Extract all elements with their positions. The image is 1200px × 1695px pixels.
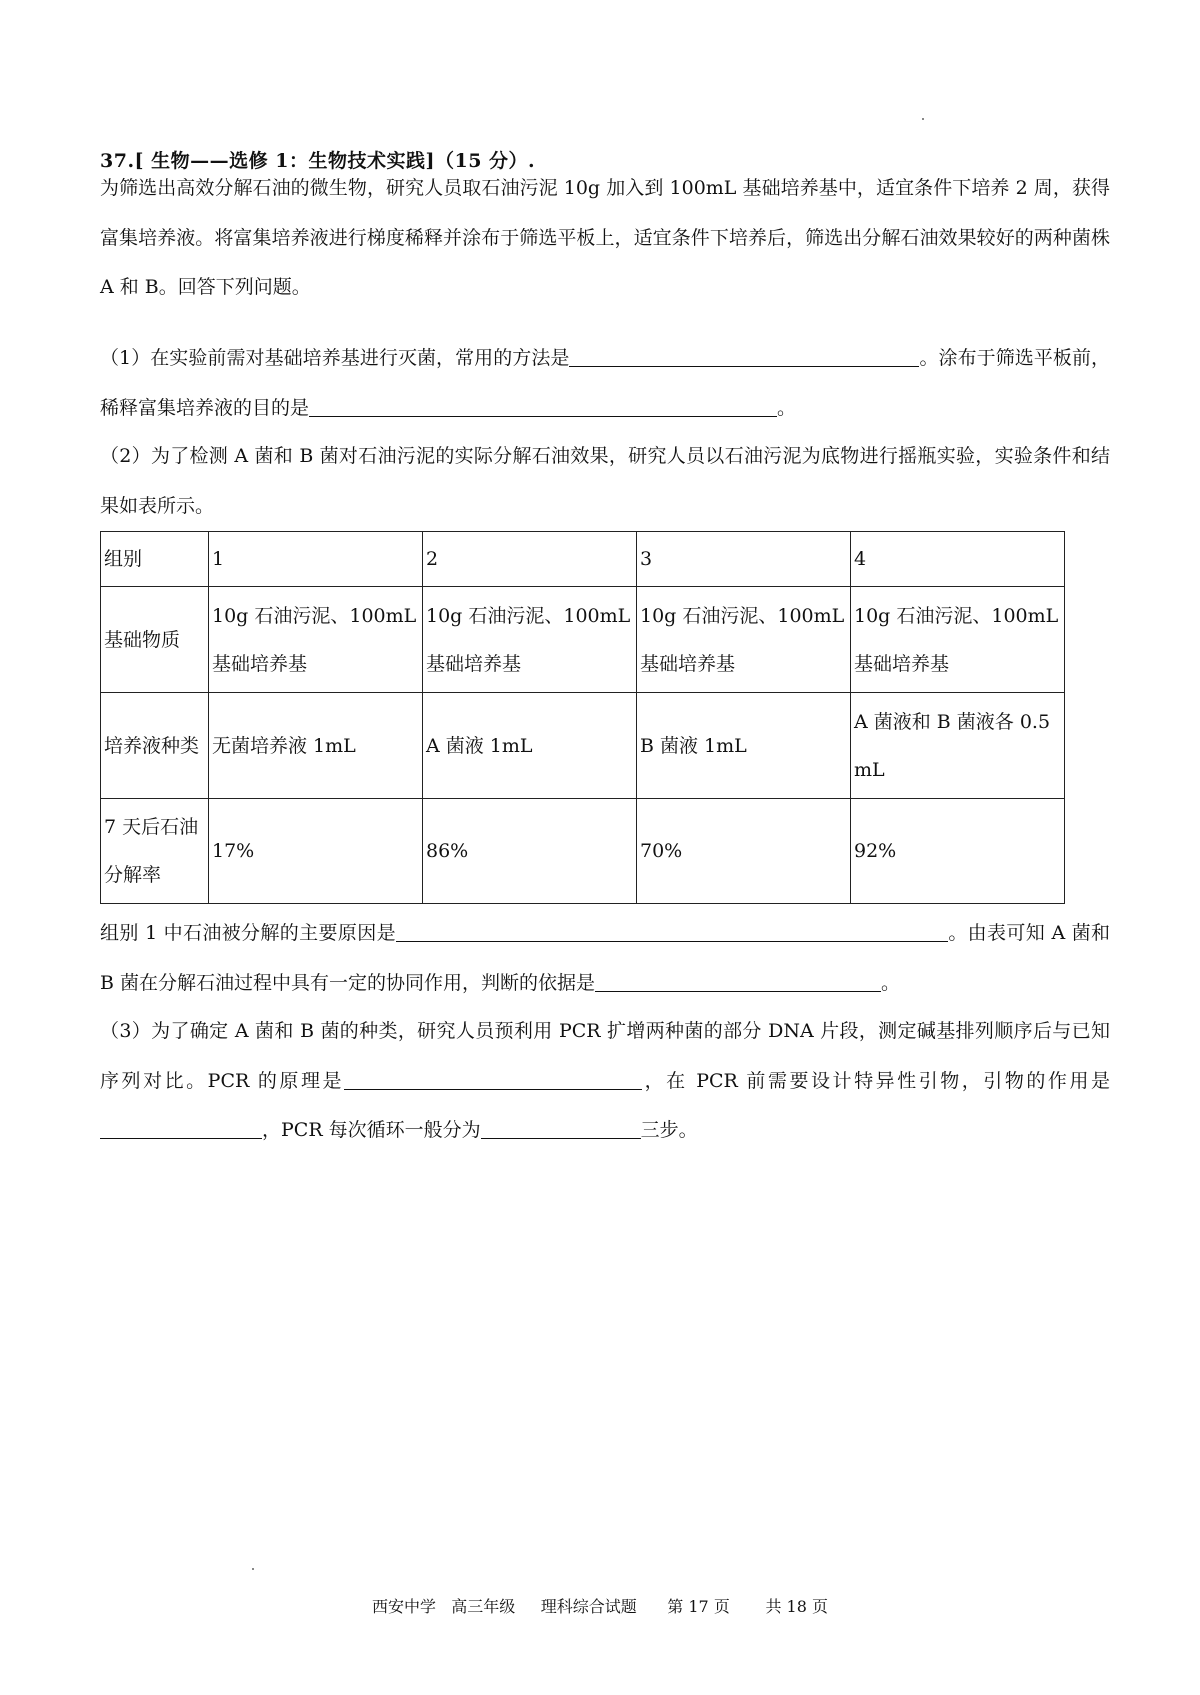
answer-blank-pcr-principle[interactable] [344, 1067, 642, 1090]
table-cell: 10g 石油污泥、100mL 基础培养基 [423, 587, 637, 693]
table-cell: 17% [209, 799, 423, 904]
page-footer [0, 1594, 1200, 1617]
table-cell: 7 天后石油分解率 [101, 799, 209, 904]
table-cell: 10g 石油污泥、100mL 基础培养基 [209, 587, 423, 693]
experiment-table [100, 531, 1065, 904]
table-cell: 2 [423, 532, 637, 587]
after-text-b: 。由表可知 A 菌和 B 菌在分解石油过程中具有一定的协同作用，判断的依据是 [100, 922, 1110, 994]
scan-speck [252, 1568, 254, 1570]
q1-text-a: （1）在实验前需对基础培养基进行灭菌，常用的方法是 [100, 347, 570, 369]
answer-blank-group1-reason[interactable] [396, 919, 948, 942]
table-row [101, 799, 1065, 904]
q1-text-b: 。涂布于筛选平板前，稀释富集培养液的目的是 [100, 347, 1110, 419]
sub-question-1 [100, 334, 1110, 433]
answer-blank-dilution-purpose[interactable] [309, 394, 777, 417]
q3-text-b: ，在 PCR 前需要设计特异性引物，引物的作用是 [642, 1069, 1110, 1092]
footer-grade: 高三年级 [451, 1597, 516, 1616]
table-cell: 无菌培养液 1mL [209, 693, 423, 799]
scan-speck [922, 118, 924, 120]
table-cell: 10g 石油污泥、100mL 基础培养基 [851, 587, 1065, 693]
q1-text-c: 。 [777, 396, 797, 419]
sub-question-3 [100, 1007, 1110, 1156]
table-cell: 70% [637, 799, 851, 904]
answer-blank-primer-function[interactable] [100, 1116, 262, 1139]
sub-question-2: （2）为了检测 A 菌和 B 菌对石油污泥的实际分解石油效果，研究人员以石油污泥为底物进行摇瓶实验，实验条件和结果如表所示。 [100, 445, 1110, 517]
answer-blank-sterilization[interactable] [569, 344, 919, 367]
q3-text-a: （3）为了确定 A 菌和 B 菌的种类，研究人员预利用 PCR 扩增两种菌的部分 DNA 片段，测定碱基排列顺序后与已知序列对比。PCR 的原理是 [100, 1020, 1110, 1092]
table-cell: A 菌液和 B 菌液各 0.5mL [851, 693, 1065, 799]
table-cell: 3 [637, 532, 851, 587]
question-intro: 为筛选出高效分解石油的微生物，研究人员取石油污泥 10g 加入到 100mL 基础培养基中，适宜条件下培养 2 周，获得富集培养液。将富集培养液进行梯度稀释并涂布于筛选平板上，适宜条件下培养后，筛选出分解石油效果较好的两种菌株 A 和 B。回答下列问题。 [100, 177, 1110, 298]
table-cell: 92% [851, 799, 1065, 904]
after-text-c: 。 [881, 971, 901, 994]
table-cell: A 菌液 1mL [423, 693, 637, 799]
answer-blank-synergy-basis[interactable] [595, 969, 881, 992]
table-cell: 86% [423, 799, 637, 904]
table-cell: 基础物质 [101, 587, 209, 693]
table-row [101, 693, 1065, 799]
table-cell: 1 [209, 532, 423, 587]
table-header-row [101, 532, 1065, 587]
footer-page-number: 第 17 页 [667, 1597, 730, 1616]
table-cell: 组别 [101, 532, 209, 587]
q3-text-c: ，PCR 每次循环一般分为 [262, 1119, 481, 1141]
question-title: 37.[ 生物——选修 1：生物技术实践]（15 分）. [100, 150, 536, 172]
footer-exam: 理科综合试题 [540, 1597, 637, 1616]
table-cell: 10g 石油污泥、100mL 基础培养基 [637, 587, 851, 693]
table-row [101, 587, 1065, 693]
table-cell: 4 [851, 532, 1065, 587]
table-cell: B 菌液 1mL [637, 693, 851, 799]
footer-school: 西安中学 [372, 1597, 437, 1616]
table-cell: 培养液种类 [101, 693, 209, 799]
after-text-a: 组别 1 中石油被分解的主要原因是 [100, 922, 396, 944]
q3-text-d: 三步。 [640, 1119, 698, 1141]
footer-total-pages: 共 18 页 [765, 1597, 828, 1616]
answer-blank-pcr-steps[interactable] [481, 1116, 641, 1139]
table-follow-up [100, 909, 1110, 1008]
